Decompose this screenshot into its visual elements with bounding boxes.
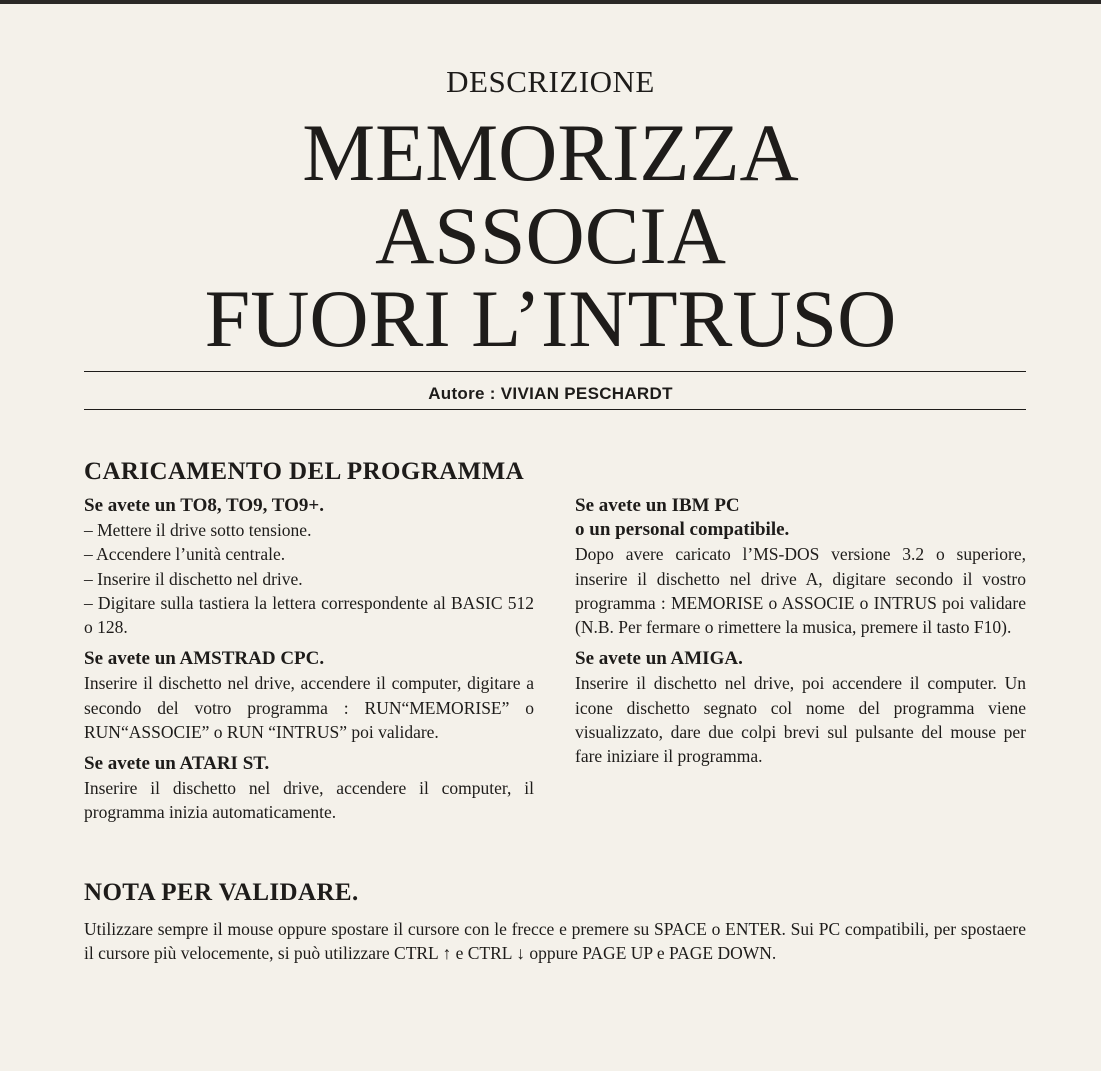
title-line-fuori-lintruso: FUORI L’INTRUSO — [204, 273, 897, 364]
amiga-heading: Se avete un AMIGA. — [575, 648, 743, 670]
ibm-instructions: Dopo avere caricato l’MS-DOS versione 3.2 o superiore, inserire il dischetto nel drive A, digitare secondo il vostro programma : MEMORISE o ASSOCIE o INTRUS poi validare (N.B. Per fermare o rimettere la musica, premere il tasto F10). — [575, 544, 1026, 638]
to8-step: – Mettere il drive sotto tensione. — [84, 520, 312, 541]
amstrad-instructions: Inserire il dischetto nel drive, accendere il computer, digitare a secondo del votro programma : RUN“MEMORISE” o RUN“ASSOCIE” o RUN “INTRUS” poi validare. — [84, 673, 534, 742]
rule-above-author — [84, 371, 1026, 372]
author-credit: Autore : VIVIAN PESCHARDT — [428, 384, 673, 403]
title-line-memorizza: MEMORIZZA — [302, 107, 799, 198]
validation-note-text: Utilizzare sempre il mouse oppure spostare il cursore con le frecce e premere su SPACE o ENTER. Sui PC compatibili, per spostaere il cursore più velocemente, si può utilizzare CTRL ↑ e CTRL ↓ oppure PAGE UP e PAGE DOWN. — [84, 919, 1026, 964]
rule-below-author — [84, 409, 1026, 410]
loading-section-heading: CARICAMENTO DEL PROGRAMMA — [84, 458, 525, 485]
atari-instructions: Inserire il dischetto nel drive, accendere il computer, il programma inizia automaticamente. — [84, 778, 534, 823]
to8-heading: Se avete un TO8, TO9, TO9+. — [84, 495, 324, 516]
amiga-instructions: Inserire il dischetto nel drive, poi accendere il computer. Un icone dischetto segnato col nome del programma viene visualizzato, dare due colpi brevi sul pulsante del mouse per fare iniziare il programma. — [575, 673, 1026, 767]
to8-step: – Digitare sulla tastiera la lettera correspondente al BASIC 512 o 128. — [84, 592, 534, 638]
to8-step: – Accendere l’unità centrale. — [84, 544, 286, 565]
right-column — [575, 494, 1026, 768]
to8-step: – Inserire il dischetto nel drive. — [84, 568, 303, 589]
atari-heading: Se avete un ATARI ST. — [84, 753, 270, 775]
left-column — [84, 494, 534, 825]
top-border — [0, 0, 1101, 4]
description-label: DESCRIZIONE — [446, 64, 655, 99]
amstrad-heading: Se avete un AMSTRAD CPC. — [84, 648, 325, 670]
ibm-heading: Se avete un IBM PC — [575, 495, 740, 516]
validation-note-heading: NOTA PER VALIDARE. — [84, 879, 359, 906]
title-line-associa: ASSOCIA — [375, 190, 726, 281]
ibm-heading-continued: o un personal compatibile. — [575, 519, 790, 541]
